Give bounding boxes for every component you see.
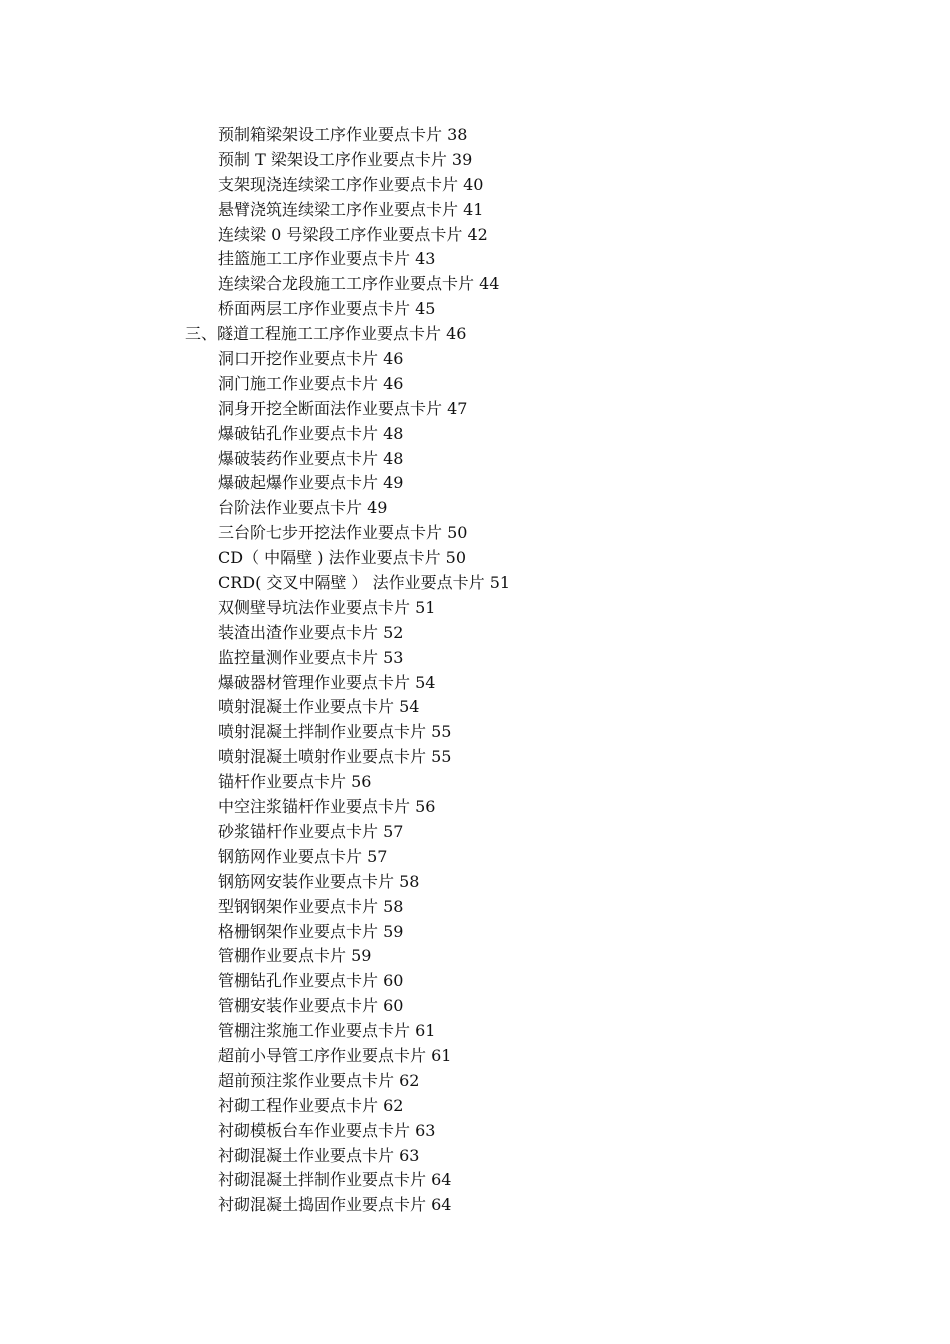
toc-entry: 型钢钢架作业要点卡片 58 — [218, 896, 404, 916]
toc-section-heading: 三、隧道工程施工工序作业要点卡片 46 — [185, 324, 467, 344]
toc-entry: 格栅钢架作业要点卡片 59 — [218, 921, 404, 941]
toc-entry: 洞门施工作业要点卡片 46 — [218, 373, 404, 393]
toc-entry: 管棚注浆施工作业要点卡片 61 — [218, 1021, 436, 1041]
toc-entry: 管棚作业要点卡片 59 — [218, 946, 372, 966]
toc-entry: 中空注浆锚杆作业要点卡片 56 — [218, 797, 436, 817]
toc-entry: 爆破器材管理作业要点卡片 54 — [218, 672, 436, 692]
toc-entry: 预制 T 梁架设工序作业要点卡片 39 — [218, 149, 473, 169]
toc-entry: 锚杆作业要点卡片 56 — [218, 772, 372, 792]
toc-entry: 喷射混凝土作业要点卡片 54 — [218, 697, 420, 717]
toc-entry: 管棚安装作业要点卡片 60 — [218, 996, 404, 1016]
toc-entry: 预制箱梁架设工序作业要点卡片 38 — [218, 125, 468, 144]
toc-entry: 衬砌混凝土捣固作业要点卡片 64 — [218, 1195, 452, 1215]
table-of-contents — [0, 123, 950, 1218]
toc-entry: 衬砌混凝土拌制作业要点卡片 64 — [218, 1170, 452, 1190]
toc-entry: 支架现浇连续梁工序作业要点卡片 40 — [218, 174, 484, 194]
toc-entry: 衬砌工程作业要点卡片 62 — [218, 1095, 404, 1115]
toc-entry: 挂篮施工工序作业要点卡片 43 — [218, 249, 436, 269]
toc-entry: 喷射混凝土拌制作业要点卡片 55 — [218, 722, 452, 742]
toc-entry: 悬臂浇筑连续梁工序作业要点卡片 41 — [218, 199, 484, 219]
toc-entry: 超前小导管工序作业要点卡片 61 — [218, 1045, 452, 1065]
toc-entry: 衬砌混凝土作业要点卡片 63 — [218, 1145, 420, 1165]
toc-entry: 桥面两层工序作业要点卡片 45 — [218, 299, 436, 319]
toc-entry: 洞口开挖作业要点卡片 46 — [218, 349, 404, 369]
toc-entry: 双侧壁导坑法作业要点卡片 51 — [218, 597, 436, 617]
toc-entry: 超前预注浆作业要点卡片 62 — [218, 1070, 420, 1090]
toc-entry: 连续梁合龙段施工工序作业要点卡片 44 — [218, 274, 500, 294]
toc-entry: 钢筋网作业要点卡片 57 — [218, 846, 388, 866]
toc-entry: 三台阶七步开挖法作业要点卡片 50 — [218, 523, 468, 543]
toc-entry: 装渣出渣作业要点卡片 52 — [218, 622, 404, 642]
toc-entry: 连续梁 0 号梁段工序作业要点卡片 42 — [218, 224, 488, 244]
toc-entry: 钢筋网安装作业要点卡片 58 — [218, 871, 420, 891]
toc-entry: 喷射混凝土喷射作业要点卡片 55 — [218, 747, 452, 767]
toc-entry: 洞身开挖全断面法作业要点卡片 47 — [218, 398, 468, 418]
toc-entry: CD（ 中隔壁 ) 法作业要点卡片 50 — [218, 548, 467, 568]
toc-entry: 台阶法作业要点卡片 49 — [218, 498, 388, 518]
toc-entry: 爆破起爆作业要点卡片 49 — [218, 473, 404, 493]
toc-entry: 爆破钻孔作业要点卡片 48 — [218, 423, 404, 443]
toc-entry: CRD( 交叉中隔壁 ） 法作业要点卡片 51 — [218, 573, 511, 593]
toc-entry: 监控量测作业要点卡片 53 — [218, 647, 404, 667]
toc-entry: 爆破装药作业要点卡片 48 — [218, 448, 404, 468]
toc-entry: 砂浆锚杆作业要点卡片 57 — [218, 821, 404, 841]
toc-entry: 管棚钻孔作业要点卡片 60 — [218, 971, 404, 991]
toc-entry: 衬砌模板台车作业要点卡片 63 — [218, 1120, 436, 1140]
